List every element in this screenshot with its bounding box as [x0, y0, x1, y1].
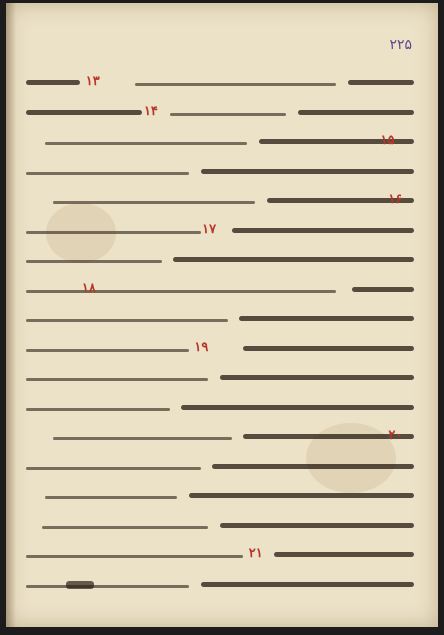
handwriting-stroke	[45, 496, 177, 499]
handwriting-stroke	[181, 405, 414, 410]
manuscript-line	[26, 248, 414, 272]
handwriting-stroke	[42, 526, 209, 529]
handwriting-stroke	[220, 523, 414, 528]
manuscript-page	[6, 3, 438, 627]
manuscript-line	[26, 396, 414, 420]
handwriting-stroke	[26, 585, 189, 588]
handwriting-stroke	[26, 555, 243, 558]
handwriting-stroke	[26, 467, 201, 470]
handwriting-stroke	[201, 582, 414, 587]
manuscript-line	[26, 543, 414, 567]
catchword	[66, 581, 94, 589]
manuscript-line	[26, 189, 414, 213]
verse-marker: ۱۳	[85, 74, 100, 89]
handwriting-stroke	[352, 287, 414, 292]
manuscript-text-block	[26, 71, 414, 611]
binding-shadow	[6, 3, 16, 627]
manuscript-line	[26, 219, 414, 243]
handwriting-stroke	[26, 260, 162, 263]
handwriting-stroke	[26, 290, 336, 293]
verse-marker: ۲۱	[248, 546, 263, 561]
handwriting-stroke	[26, 319, 228, 322]
handwriting-stroke	[274, 552, 414, 557]
manuscript-line	[26, 514, 414, 538]
handwriting-stroke	[26, 378, 208, 381]
page-number: ۲۲۵	[389, 37, 412, 53]
manuscript-line	[26, 484, 414, 508]
handwriting-stroke	[212, 464, 414, 469]
handwriting-stroke	[298, 110, 414, 115]
verse-marker: ۱۷	[202, 221, 217, 237]
handwriting-stroke	[135, 83, 337, 86]
handwriting-stroke	[232, 228, 414, 233]
handwriting-stroke	[53, 201, 255, 204]
handwriting-stroke	[26, 172, 189, 175]
handwriting-stroke	[239, 316, 414, 321]
manuscript-line	[26, 455, 414, 479]
handwriting-stroke	[173, 257, 414, 262]
handwriting-stroke	[53, 437, 231, 440]
verse-marker: ۱۸	[81, 280, 96, 296]
handwriting-stroke	[45, 142, 247, 145]
handwriting-stroke	[26, 110, 142, 115]
verse-marker: ۲۰	[388, 428, 403, 443]
handwriting-stroke	[220, 375, 414, 380]
manuscript-line	[26, 101, 414, 125]
verse-marker: ۱۵	[380, 133, 395, 148]
handwriting-stroke	[170, 113, 286, 116]
handwriting-stroke	[189, 493, 414, 498]
manuscript-line	[26, 307, 414, 331]
manuscript-line	[26, 337, 414, 361]
manuscript-line	[26, 160, 414, 184]
manuscript-line	[26, 130, 414, 154]
verse-marker: ۱۹	[194, 339, 209, 355]
manuscript-line	[26, 366, 414, 390]
manuscript-line	[26, 278, 414, 302]
handwriting-stroke	[201, 169, 414, 174]
verse-marker: ۱۶	[388, 192, 403, 207]
manuscript-line	[26, 425, 414, 449]
handwriting-stroke	[243, 346, 414, 351]
verse-marker: ۱۴	[143, 103, 158, 119]
manuscript-line	[26, 71, 414, 95]
handwriting-stroke	[26, 349, 189, 352]
handwriting-stroke	[348, 80, 414, 85]
handwriting-stroke	[26, 80, 80, 85]
handwriting-stroke	[26, 408, 170, 411]
handwriting-stroke	[26, 231, 201, 234]
